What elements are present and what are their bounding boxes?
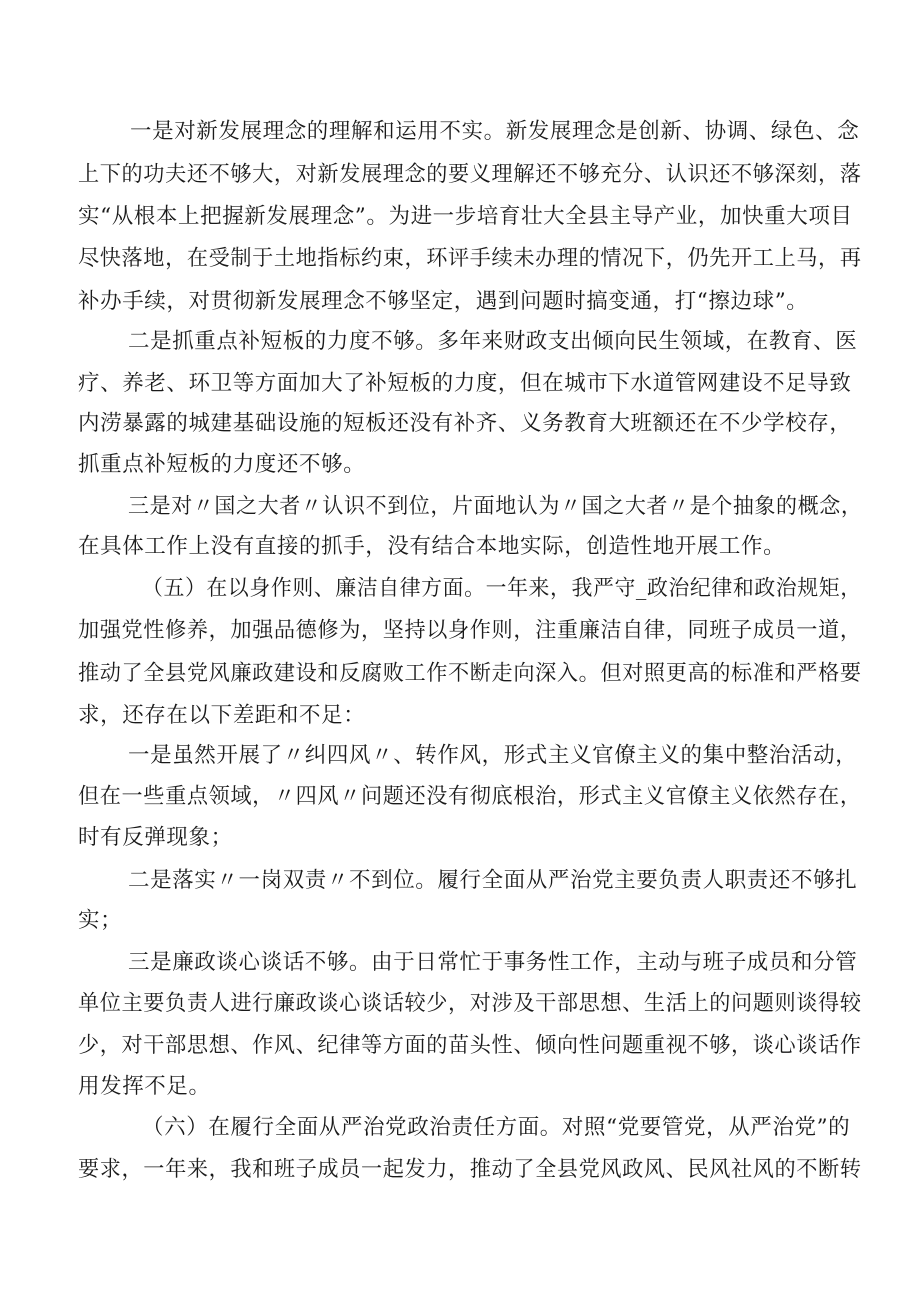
- paragraph-line: 实“从根本上把握新发展理念”。为进一步培育壮大全县主导产业，加快重大项目: [78, 204, 853, 229]
- paragraph-line: 要求，一年来，我和班子成员一起发力，推动了全县党风政风、民风社风的不断转: [78, 1157, 862, 1182]
- paragraph-line: 时有反弹现象；: [78, 825, 233, 850]
- paragraph-line: 在具体工作上没有直接的抓手，没有结合本地实际，创造性地开展工作。: [78, 534, 786, 559]
- paragraph-line: 二是抓重点补短板的力度不够。多年来财政支出倾向民生领域，在教育、医: [128, 329, 858, 354]
- paragraph-line: 一是虽然开展了〃纠四风〃、转作风，形式主义官僚主义的集中整治活动，: [128, 743, 858, 768]
- paragraph-line: 抓重点补短板的力度还不够。: [78, 452, 366, 477]
- paragraph-line: 但在一些重点领域，〃四风〃问题还没有彻底根治，形式主义官僚主义依然存在，: [78, 784, 862, 809]
- paragraph-line: 推动了全县党风廉政建设和反腐败工作不断走向深入。但对照更高的标准和严格要: [78, 661, 862, 686]
- paragraph-line: 加强党性修养，加强品德修为，坚持以身作则，注重廉洁自律，同班子成员一道，: [78, 618, 862, 643]
- paragraph-line: 上下的功夫还不够大，对新发展理念的要义理解还不够充分、认识还不够深刻，落: [78, 162, 862, 187]
- paragraph-line: （五）在以身作则、廉洁自律方面。一年来，我严守_政治纪律和政治规矩，: [142, 576, 862, 601]
- paragraph-line: 补办手续，对贯彻新发展理念不够坚定，遇到问题时搞变通，打“擦边球”。: [78, 289, 809, 314]
- paragraph-line: 单位主要负责人进行廉政谈心谈话较少，对涉及干部思想、生活上的问题则谈得较: [78, 991, 862, 1016]
- paragraph-line: 二是落实〃一岗双责〃不到位。履行全面从严治党主要负责人职责还不够扎: [128, 868, 858, 893]
- paragraph-line: 求，还存在以下差距和不足：: [78, 703, 366, 728]
- paragraph-line: 内涝暴露的城建基础设施的短板还没有补齐、义务教育大班额还在不少学校存，: [78, 411, 852, 436]
- paragraph-line: （六）在履行全面从严治党政治责任方面。对照“党要管党，从严治党”的: [142, 1115, 851, 1140]
- paragraph-line: 尽快落地，在受制于土地指标约束，环评手续未办理的情况下，仍先开工上马，再: [78, 246, 862, 271]
- paragraph-line: 三是廉政谈心谈话不够。由于日常忙于事务性工作，主动与班子成员和分管: [128, 950, 858, 975]
- paragraph-line: 一是对新发展理念的理解和运用不实。新发展理念是创新、协调、绿色、念: [130, 119, 860, 144]
- paragraph-line: 用发挥不足。: [78, 1074, 211, 1099]
- paragraph-line: 疗、养老、环卫等方面加大了补短板的力度，但在城市下水道管网建设不足导致: [78, 371, 852, 396]
- paragraph-line: 实；: [78, 908, 123, 933]
- paragraph-line: 少，对干部思想、作风、纪律等方面的苗头性、倾向性问题重视不够，谈心谈话作: [78, 1033, 862, 1058]
- paragraph-line: 三是对〃国之大者〃认识不到位，片面地认为〃国之大者〃是个抽象的概念，: [128, 494, 863, 519]
